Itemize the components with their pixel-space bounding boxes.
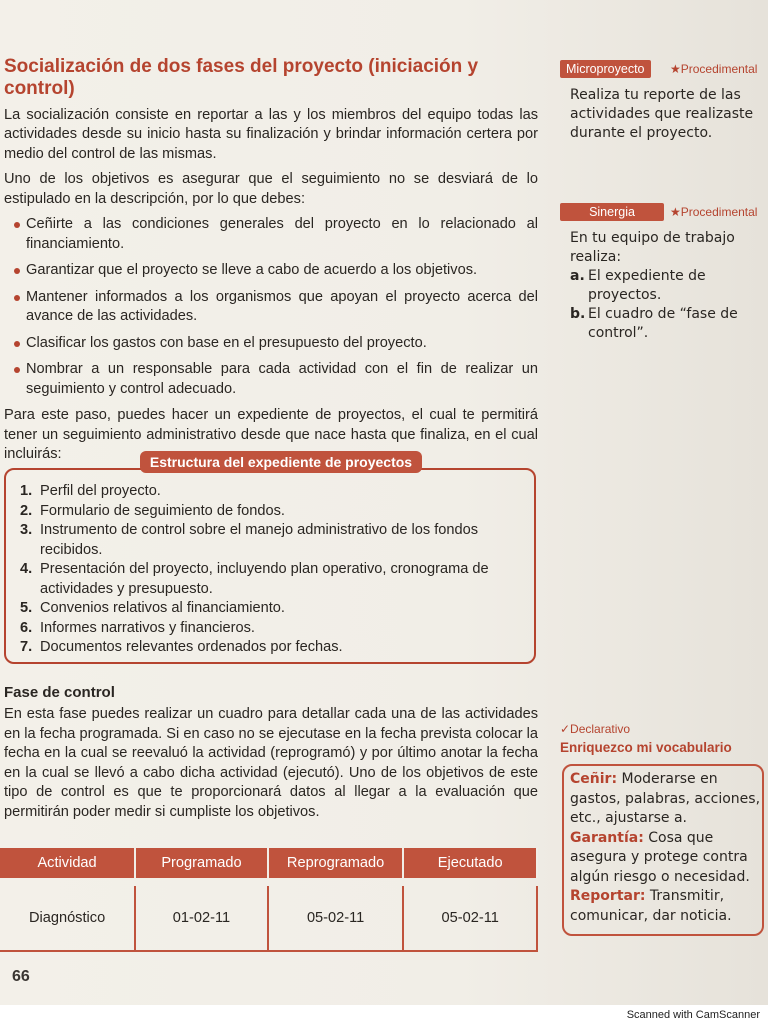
control-paragraph: En esta fase puedes realizar un cuadro para detallar cada una de las actividades en la fecha programada. Si en caso no se ejecutase en la fecha prevista colocar la fecha en la cual se reevaluó la actividad (reprogramó) y por último anotar la fecha en la cual se llevó a cabo dicha actividad (ejecutó). Uno de los objetivos de este tipo de control es que te proporcionará datos al llegar a la evaluación que permitirán poder medir si cumpliste los objetivos.: [4, 706, 538, 820]
structure-title: Estructura del expediente de proyectos: [140, 451, 422, 473]
table-cell: 05-02-11: [268, 886, 404, 951]
table-header: Ejecutado: [403, 848, 537, 878]
bullet-icon: [14, 367, 20, 373]
objective-paragraph: Uno de los objetivos es asegurar que el seguimiento no se desviará de lo estipulado en la descripción, por lo que debes:: [4, 171, 538, 207]
table-cell: 05-02-11: [403, 886, 537, 951]
sinergia-intro: En tu equipo de trabajo realiza:: [570, 230, 735, 265]
structure-list: [20, 482, 520, 658]
list-item: 5. Convenios relativos al financiamiento.: [20, 600, 285, 616]
list-item: 2. Formulario de seguimiento de fondos.: [20, 502, 285, 519]
list-item: 7. Documentos relevantes ordenados por fechas.: [20, 639, 343, 655]
requirements-list: [4, 215, 538, 399]
vocabulary-section: [560, 722, 768, 924]
list-item: Garantizar que el proyecto se lleve a cabo de acuerdo a los objetivos.: [4, 261, 538, 281]
microproyecto-tag: Microproyecto: [560, 60, 651, 78]
list-item: 6. Informes narrativos y financieros.: [20, 619, 255, 636]
vocab-entry: Ceñir: Moderarse en gastos, palabras, acciones, etc., ajustarse a.: [570, 771, 761, 826]
table-row: [0, 886, 537, 951]
table-header: Programado: [135, 848, 268, 878]
table-header: Reprogramado: [268, 848, 404, 878]
bullet-icon: [14, 295, 20, 301]
vocabulary-heading: Enriquezco mi vocabulario: [560, 740, 732, 755]
procedimental-label: ★Procedimental: [670, 205, 758, 219]
page-number: 66: [12, 968, 30, 985]
list-item: b. El cuadro de “fase de control”.: [570, 306, 738, 341]
intro-paragraph: La socialización consiste en reportar a las y los miembros del equipo todas las actividades desde su inicio hasta su finalización y brindar información certera por medio del control de las mismas.: [4, 106, 538, 162]
list-item: a. El expediente de proyectos.: [570, 268, 706, 303]
control-section: [4, 684, 538, 828]
list-item: Nombrar a un responsable para cada actividad con el fin de realizar un seguimiento y control adecuado.: [4, 360, 538, 399]
vocab-entry: Reportar: Transmitir, comunicar, dar noticia.: [570, 888, 732, 924]
list-item: 3. Instrumento de control sobre el manejo administrativo de los fondos recibidos.: [20, 522, 479, 558]
bullet-icon: [14, 341, 20, 347]
table-header: Actividad: [0, 848, 135, 878]
sinergia-box: [560, 203, 768, 343]
expediente-paragraph: Para este paso, puedes hacer un expediente de proyectos, el cual te permitirá tener un seguimiento administrativo desde que nace hasta que finaliza, en el cual incluirás:: [4, 407, 538, 463]
bullet-icon: [14, 268, 20, 274]
vocab-entry: Garantía: Cosa que asegura y protege contra algún riesgo o necesidad.: [570, 829, 750, 885]
scan-footer: Scanned with CamScanner: [626, 1009, 760, 1021]
list-item: Ceñirte a las condiciones generales del proyecto en lo relacionado al financiamiento.: [4, 215, 538, 254]
main-column: [4, 56, 538, 471]
table-cell: Diagnóstico: [0, 886, 135, 951]
page-title: Socialización de dos fases del proyecto (iniciación y control): [4, 56, 479, 99]
list-item: Mantener informados a los organismos que apoyan el proyecto acerca del avance de las actividades.: [4, 288, 538, 327]
list-item: Clasificar los gastos con base en el presupuesto del proyecto.: [4, 334, 538, 354]
control-heading: Fase de control: [4, 684, 115, 701]
list-item: 4. Presentación del proyecto, incluyendo plan operativo, cronograma de actividades y presupuesto.: [20, 561, 489, 597]
microproyecto-box: [560, 60, 768, 143]
bullet-icon: [14, 222, 20, 228]
procedimental-label: ★Procedimental: [670, 62, 758, 76]
table-cell: 01-02-11: [135, 886, 268, 951]
sinergia-tag: Sinergia: [560, 203, 664, 221]
vocabulary-box: [562, 764, 764, 936]
microproyecto-text: Realiza tu reporte de las actividades que realizaste durante el proyecto.: [570, 87, 754, 141]
control-table: [0, 848, 538, 952]
list-item: 1. Perfil del proyecto.: [20, 483, 161, 499]
declarativo-label: ✓Declarativo: [560, 722, 631, 736]
